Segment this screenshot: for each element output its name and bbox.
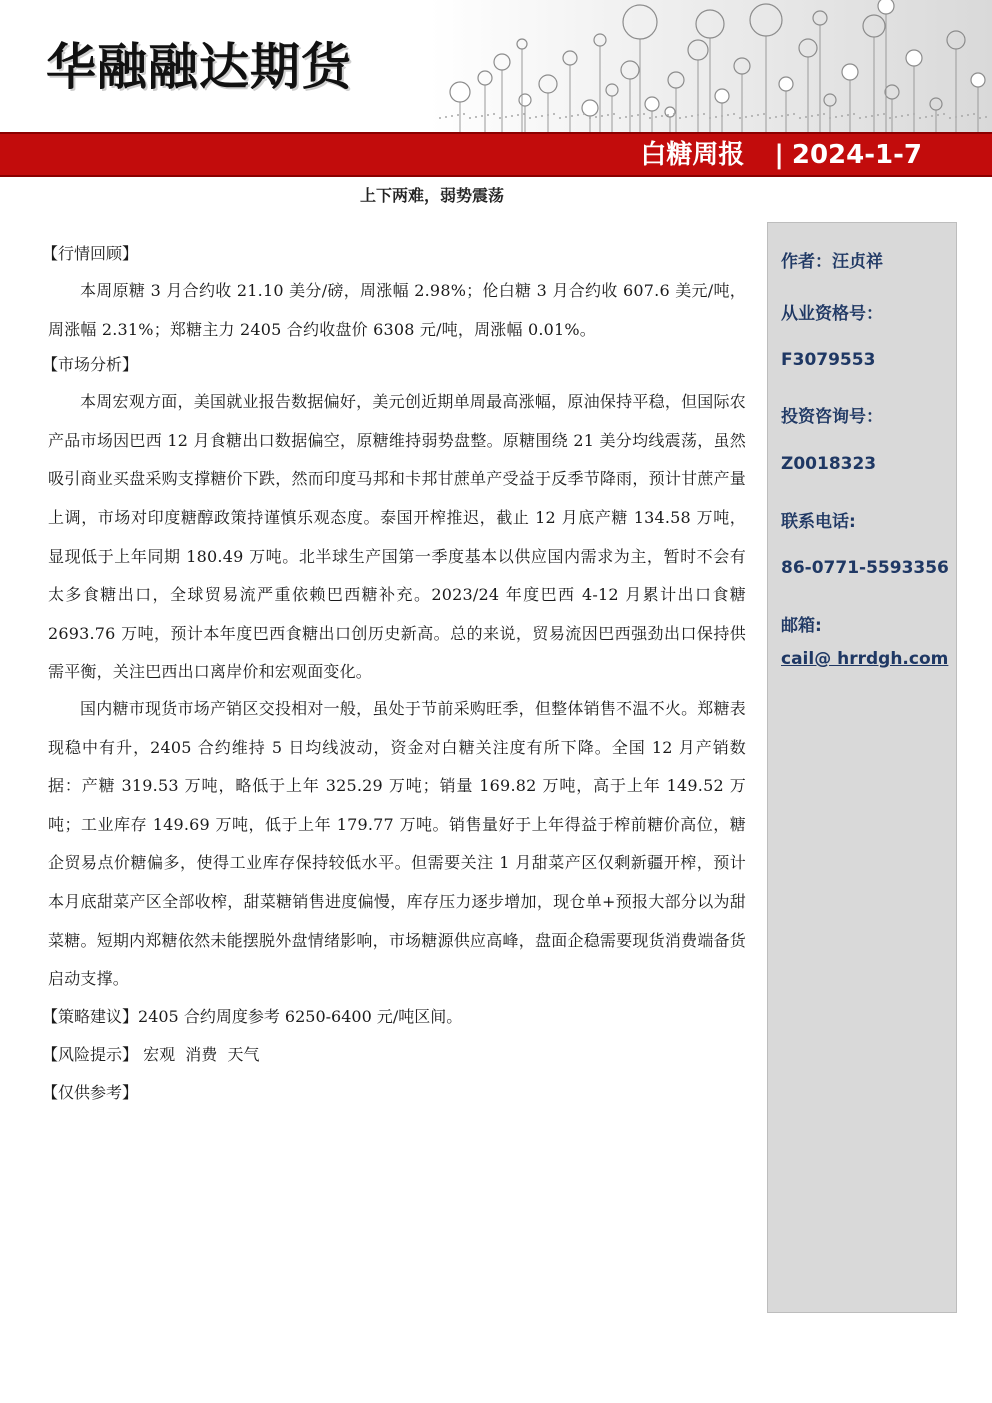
pattern-dot xyxy=(655,116,657,118)
pattern-dot xyxy=(955,116,957,118)
pattern-dot xyxy=(979,117,981,119)
bubble xyxy=(930,98,942,110)
pattern-dot xyxy=(949,117,951,119)
bubble xyxy=(539,75,557,93)
strategy-row xyxy=(42,1003,746,1031)
pattern-dot xyxy=(469,117,471,119)
pattern-dot xyxy=(907,114,909,116)
pattern-dot xyxy=(985,116,987,118)
phone-number: 86-0771-5593356 xyxy=(781,558,949,578)
pattern-dot xyxy=(883,113,885,115)
section-heading-risk: 【风险提示】 xyxy=(42,1044,139,1064)
phone-label: 联系电话: xyxy=(781,512,856,532)
advisory-number: Z0018323 xyxy=(781,454,877,474)
pattern-dot xyxy=(541,115,543,117)
pattern-dot xyxy=(835,116,837,118)
pattern-dot xyxy=(643,113,645,115)
pattern-dot xyxy=(847,114,849,116)
pattern-dot xyxy=(793,113,795,115)
pattern-dot xyxy=(805,116,807,118)
bubble xyxy=(971,73,985,87)
pattern-dot xyxy=(877,114,879,116)
report-subtitle: 上下两难，弱势震荡 xyxy=(360,186,505,205)
pattern-dot xyxy=(937,114,939,116)
pattern-dot xyxy=(721,115,723,117)
section-heading-review: 【行情回顾】 xyxy=(42,244,139,263)
bubble xyxy=(645,97,659,111)
bubble xyxy=(450,82,470,102)
pattern-dot xyxy=(625,116,627,118)
bubble xyxy=(906,50,922,66)
bubble xyxy=(885,85,899,99)
pattern-dot xyxy=(637,114,639,116)
pattern-dot xyxy=(571,115,573,117)
pattern-dot xyxy=(535,116,537,118)
pattern-dot xyxy=(967,114,969,116)
pattern-dot xyxy=(751,115,753,117)
pattern-dot xyxy=(661,115,663,117)
pattern-dot xyxy=(889,117,891,119)
pattern-dot xyxy=(859,117,861,119)
pattern-dot xyxy=(799,117,801,119)
pattern-dot xyxy=(925,116,927,118)
pattern-dot xyxy=(499,117,501,119)
pattern-dot xyxy=(913,113,915,115)
report-name: 白糖周报 xyxy=(640,140,745,170)
bubble-pattern-graphic xyxy=(430,0,992,132)
pattern-dot xyxy=(679,117,681,119)
pattern-dot xyxy=(577,114,579,116)
pattern-dot xyxy=(601,115,603,117)
pattern-dot xyxy=(481,115,483,117)
pattern-dot xyxy=(817,114,819,116)
pattern-dot xyxy=(463,113,465,115)
pattern-dot xyxy=(811,115,813,117)
pattern-dot xyxy=(703,113,705,115)
bubble xyxy=(779,77,793,91)
pattern-dot xyxy=(895,116,897,118)
pattern-dot xyxy=(727,114,729,116)
analysis-paragraph-domestic: 国内糖市现货市场产销区交投相对一般，虽处于节前采购旺季，但整体销售不温不火。郑糖表现稳中有升，2405 合约维持 5 日均线波动，资金对白糖关注度有所下降。全国 12 月产销数据：产糖 319.53 万吨，略低于上年 325.29 万吨；销量 169.82 万吨，高于上年 149.52 万吨；工业库存 149.69 万吨，低于上年 179.77 万吨。销售量好于上年得益于榨前糖价高位，糖企贸易点价糖偏多，使得工业库存保持较低水平。但需要关注 1 月甜菜产区仅剩新疆开榨，预计本月底甜菜产区全部收榨，甜菜糖销售进度偏慢，库存压力逐步增加，现仓单+预报大部分以为甜菜糖。短期内郑糖依然未能摆脱外盘情绪影响，市场糖源供应高峰，盘面企稳需要现货消费端备货启动支撑。 xyxy=(48,698,746,989)
disclaimer-row xyxy=(42,1079,746,1107)
email-label: 邮箱: xyxy=(781,616,822,636)
review-paragraph: 本周原糖 3 月合约收 21.10 美分/磅，周涨幅 2.98%；伦白糖 3 月合约收 607.6 美元/吨，周涨幅 2.31%；郑糖主力 2405 合约收盘价 6308 元/吨，周涨幅 0.01%。 xyxy=(48,281,746,339)
bubble xyxy=(665,107,675,117)
pattern-dot xyxy=(745,116,747,118)
pattern-dot xyxy=(505,116,507,118)
pattern-dot xyxy=(457,114,459,116)
report-body xyxy=(42,240,746,1117)
pattern-dot xyxy=(673,113,675,115)
bubble xyxy=(519,94,531,106)
company-name: 华融融达期货 xyxy=(46,38,352,96)
bubble xyxy=(494,54,510,70)
pattern-dot xyxy=(901,115,903,117)
pattern-dot xyxy=(649,117,651,119)
pattern-dot xyxy=(919,117,921,119)
pattern-dot xyxy=(733,113,735,115)
pattern-dot xyxy=(763,113,765,115)
bubble xyxy=(688,40,708,60)
bubble xyxy=(842,64,858,80)
pattern-dot xyxy=(697,114,699,116)
bubble xyxy=(824,94,836,106)
pattern-dot xyxy=(787,114,789,116)
pattern-dot xyxy=(871,115,873,117)
author-label: 作者：汪贞祥 xyxy=(781,252,883,272)
pattern-dot xyxy=(493,113,495,115)
pattern-dot xyxy=(853,113,855,115)
section-heading-analysis: 【市场分析】 xyxy=(42,355,139,375)
pattern-dot xyxy=(667,114,669,116)
pattern-dot xyxy=(451,115,453,117)
pattern-dot xyxy=(583,113,585,115)
header-decoration xyxy=(430,0,992,132)
pattern-dot xyxy=(685,116,687,118)
pattern-dot xyxy=(613,113,615,115)
pattern-dot xyxy=(619,117,621,119)
pattern-dot xyxy=(823,113,825,115)
pattern-dot xyxy=(631,115,633,117)
pattern-dot xyxy=(757,114,759,116)
pattern-dot xyxy=(931,115,933,117)
bubble xyxy=(696,10,724,38)
report-date: 2024-1-7 xyxy=(791,140,922,170)
pattern-dot xyxy=(475,116,477,118)
pattern-dot xyxy=(715,116,717,118)
bubble xyxy=(947,31,965,49)
bubble xyxy=(863,15,885,37)
section-heading-disclaimer: 【仅供参考】 xyxy=(42,1082,139,1102)
bubble xyxy=(750,4,782,36)
pattern-dot xyxy=(769,117,771,119)
analysis-paragraph-international: 本周宏观方面，美国就业报告数据偏好，美元创近期单周最高涨幅，原油保持平稳，但国际农产品市场因巴西 12 月食糖出口数据偏空，原糖维持弱势盘整。原糖围绕 21 美分均线震荡，虽然吸引商业买盘采购支撑糖价下跌，然而印度马邦和卡邦甘蔗单产受益于反季节降雨，预计甘蔗产量上调，市场对印度糖醇政策持谨慎乐观态度。泰国开榨推迟，截止 12 月底产糖 134.58 万吨，显现低于上年同期 180.49 万吨。北半球生产国第一季度基本以供应国内需求为主，暂时不会有太多食糖出口，全球贸易流严重依赖巴西糖补充。2023/24 年度巴西 4-12 月累计出口食糖 2693.76 万吨，预计本年度巴西食糖出口创历史新高。总的来说，贸易流因巴西强劲出口保持供需平衡，关注巴西出口离岸价和宏观面变化。 xyxy=(48,392,746,682)
pattern-dot xyxy=(523,113,525,115)
bubble xyxy=(563,51,577,65)
bubble xyxy=(621,61,639,79)
pattern-dot xyxy=(547,114,549,116)
pattern-dot xyxy=(589,117,591,119)
bubble xyxy=(623,5,657,39)
pattern-dot xyxy=(553,113,555,115)
pattern-dot xyxy=(841,115,843,117)
strategy-text: 2405 合约周度参考 6250-6400 元/吨区间。 xyxy=(138,1006,463,1026)
pattern-dot xyxy=(829,117,831,119)
bubble xyxy=(799,39,817,57)
pattern-dot xyxy=(775,116,777,118)
pattern-dot xyxy=(943,113,945,115)
bubble xyxy=(813,11,827,25)
risk-row xyxy=(42,1041,746,1069)
bubble xyxy=(606,84,618,96)
bubble xyxy=(715,89,729,103)
pattern-dot xyxy=(445,116,447,118)
pattern-dot xyxy=(517,114,519,116)
email-link[interactable]: cail@ hrrdgh.com xyxy=(781,649,949,669)
bubble xyxy=(594,34,606,46)
qualification-label: 从业资格号： xyxy=(781,304,883,324)
pattern-dot xyxy=(595,116,597,118)
bubble xyxy=(734,58,750,74)
pattern-dot xyxy=(439,117,441,119)
author-sidebar xyxy=(767,222,957,1313)
bubble xyxy=(878,0,894,14)
bubble xyxy=(668,72,684,88)
pattern-dot xyxy=(559,117,561,119)
report-title xyxy=(640,134,922,177)
pattern-dot xyxy=(487,114,489,116)
pattern-dot xyxy=(709,117,711,119)
pattern-dot xyxy=(691,115,693,117)
bubble xyxy=(478,71,492,85)
advisory-label: 投资咨询号： xyxy=(781,407,883,427)
pattern-dot xyxy=(529,117,531,119)
qualification-number: F3079553 xyxy=(781,350,876,370)
title-separator: | xyxy=(774,140,784,170)
pattern-dot xyxy=(565,116,567,118)
risk-text: 宏观 消费 天气 xyxy=(143,1044,260,1064)
pattern-dot xyxy=(781,115,783,117)
section-heading-strategy: 【策略建议】 xyxy=(42,1006,139,1026)
bubble xyxy=(517,39,527,49)
pattern-dot xyxy=(607,114,609,116)
pattern-dot xyxy=(511,115,513,117)
pattern-dot xyxy=(973,113,975,115)
pattern-dot xyxy=(739,117,741,119)
pattern-dot xyxy=(961,115,963,117)
pattern-dot xyxy=(865,116,867,118)
